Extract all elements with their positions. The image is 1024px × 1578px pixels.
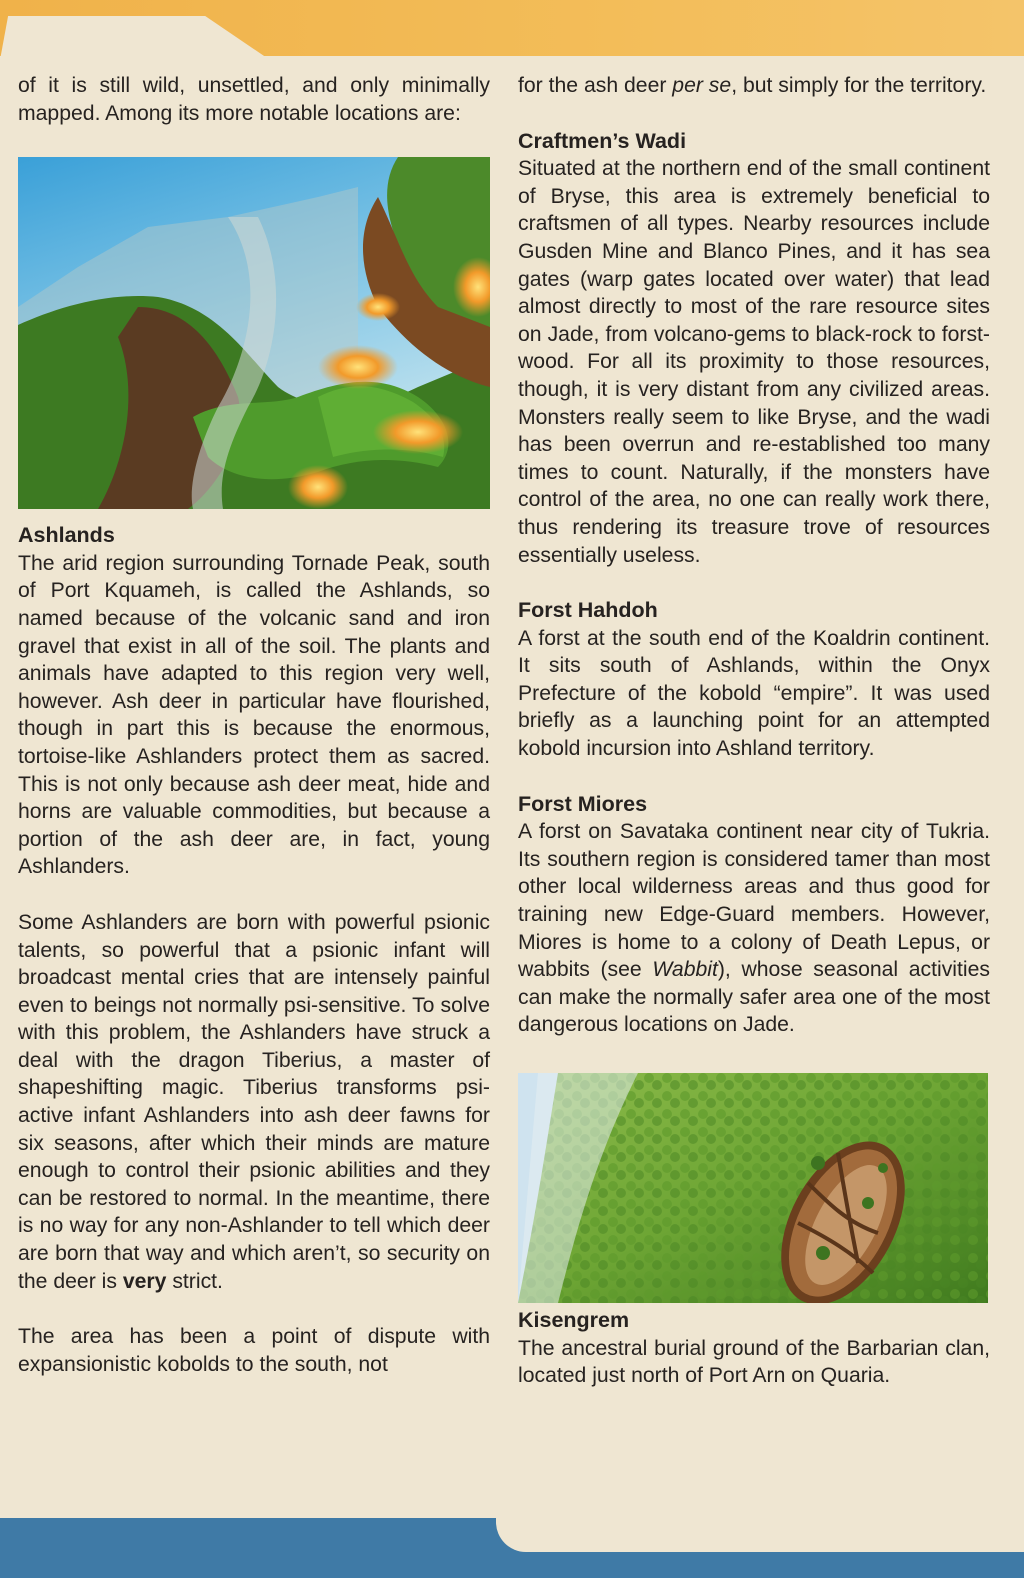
intro-paragraph: of it is still wild, unsettled, and only minimally mapped. Among its more notable locations are:	[18, 74, 490, 125]
emphasis-very: very	[122, 1269, 167, 1293]
craftmens-wadi-heading: Craftmen’s Wadi	[518, 128, 687, 153]
right-column	[518, 72, 990, 1390]
kisengrem-paragraph: The ancestral burial ground of the Barbarian clan, located just north of Port Arn on Quaria.	[518, 1336, 990, 1388]
craftmens-wadi-paragraph: Situated at the northern end of the small continent of Bryse, this area is extremely beneficial to craftsmen of all types. Nearby resources include Gusden Mine and Blanco Pines, and it has sea gates (warp gates located over water) that lead almost directly to most of the rare resource sites on Jade, from volcano-gems to black-rock to forst-wood. For all its proximity to those resources, though, it is very distant from any civilized areas. Monsters really seem to like Bryse, and the wadi has been overrun and re-established too many times to count. Naturally, if the monsters have control of the area, no one can really work there, thus rendering its treasure trove of resources essentially useless.	[518, 157, 990, 567]
ashlands-paragraph-3: The area has been a point of dispute with expansionistic kobolds to the south, not	[18, 1325, 490, 1376]
ashlands-paragraph-2: Some Ashlanders are born with powerful psionic talents, so powerful that a psionic infant will broadcast mental cries that are intensely painful even to beings not normally psi-sensitive. To solve with this problem, the Ashlanders have struck a deal with the dragon Tiberius, a master of shapeshifting magic. Tiberius transforms psi-active infant Ashlanders into ash deer fawns for six seasons, after which their minds are mature enough to control their psionic abilities and they can be restored to normal. In the meantime, there is no way for any non-Ashlander to tell which deer are born that way and which aren’t, so security on the deer is very strict.	[18, 910, 490, 1293]
left-column	[18, 72, 490, 1378]
forst-hahdoh-paragraph: A forst at the south end of the Koaldrin continent. It sits south of Ashlands, within the Onyx Prefecture of the kobold “empire”. It was used briefly as a launching point for an attempted kobold incursion into Ashland territory.	[518, 626, 990, 761]
ashlands-paragraph-1: The arid region surrounding Tornade Peak, south of Port Kquameh, is called the Ashlands, so named because of the volcanic sand and iron gravel that exist in all of the soil. The plants and animals have adapted to this region very well, however. Ash deer in particular have flourished, though in part this is because the enormous, tortoise-like Ashlanders protect them as sacred. This is not only because ash deer meat, hide and horns are valuable commodities, but because a portion of the ash deer are, in fact, young Ashlanders.	[18, 551, 490, 879]
kisengrem-heading: Kisengrem	[518, 1308, 630, 1332]
forst-hahdoh-heading: Forst Hahdoh	[518, 598, 658, 623]
forst-miores-heading: Forst Miores	[518, 791, 648, 816]
kisengrem-illustration	[518, 1073, 988, 1303]
forst-miores-paragraph: A forst on Savataka continent near city of Tukria. Its southern region is considered tamer than most other local wilderness areas and thus good for training new Edge-Guard members. However, Miores is home to a colony of Death Lepus, or wabbits (see Wabbit), whose seasonal activities can make the normally safer area one of the most dangerous locations on Jade.	[518, 820, 990, 1037]
ashlands-heading: Ashlands	[18, 523, 115, 548]
bottom-footer-tab	[496, 1518, 1024, 1552]
continued-paragraph: for the ash deer per se, but simply for the territory.	[518, 74, 987, 97]
ashlands-illustration	[18, 157, 490, 509]
